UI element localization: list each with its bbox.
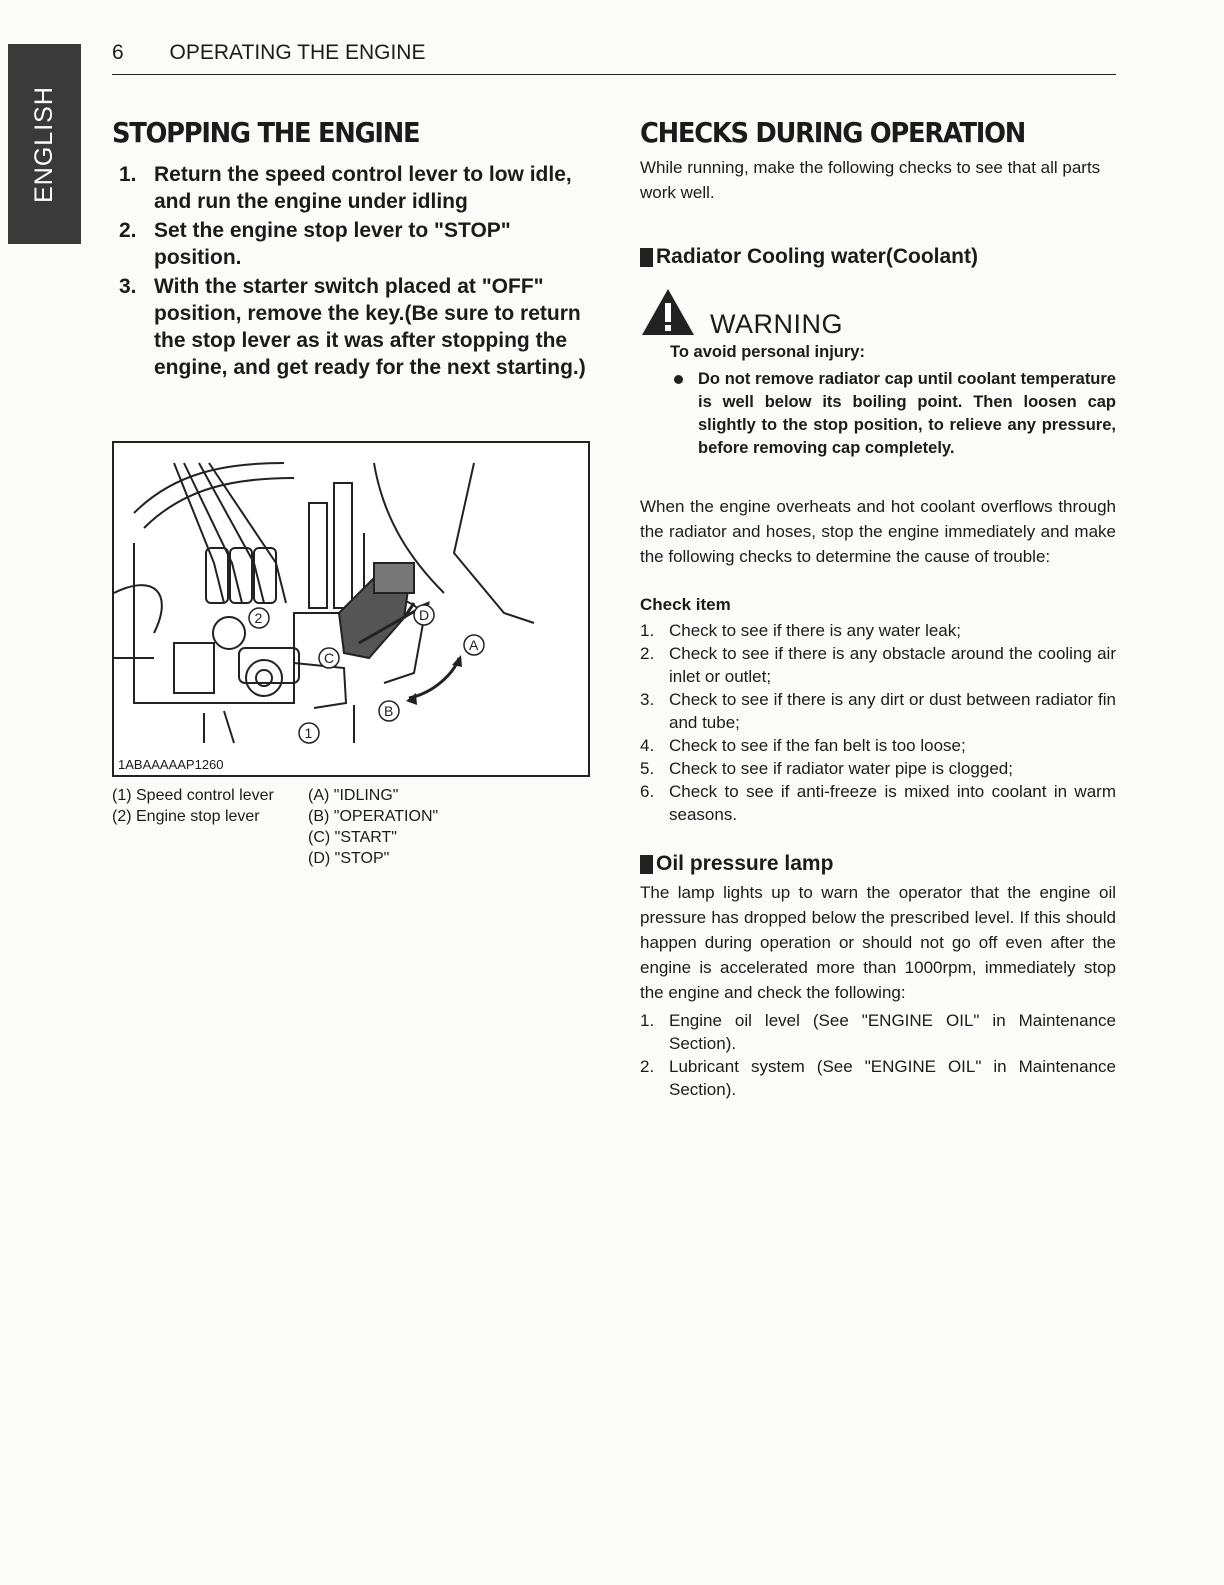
svg-text:D: D xyxy=(419,607,430,623)
engine-drawing xyxy=(114,443,588,775)
check-item: 2. Lubricant system (See "ENGINE OIL" in Maintenance Section). xyxy=(640,1057,1116,1099)
svg-text:2: 2 xyxy=(254,610,263,626)
legend-item: (D) "STOP" xyxy=(308,850,390,867)
page-number: 6 xyxy=(112,41,124,64)
language-tab[interactable] xyxy=(8,44,81,244)
check-item: 4. Check to see if the fan belt is too loose; xyxy=(640,736,966,755)
stopping-steps xyxy=(112,161,604,381)
check-list xyxy=(640,619,1116,826)
left-column xyxy=(112,116,604,869)
oil-check-list xyxy=(640,1009,1116,1101)
callout-c xyxy=(319,648,339,668)
right-column xyxy=(640,116,1116,1101)
figure-code: 1ABAAAAAP1260 xyxy=(118,757,224,772)
warning-title: WARNING xyxy=(710,309,843,339)
overheat-paragraph: When the engine overheats and hot coolant overflows through the radiator and hoses, stop the engine immediately and make the following checks to determine the cause of trouble: xyxy=(640,497,1116,566)
header-rule xyxy=(112,74,1116,75)
legend-item: (1) Speed control lever xyxy=(112,787,274,804)
callout-d xyxy=(414,605,434,625)
svg-text:B: B xyxy=(384,703,394,719)
square-bullet-icon xyxy=(640,855,653,874)
radiator-heading: Radiator Cooling water(Coolant) xyxy=(640,245,1116,269)
callout-2 xyxy=(249,608,269,628)
warning-box xyxy=(670,341,1116,460)
step-item: 2. Set the engine stop lever to "STOP" position. xyxy=(119,219,511,269)
section-title-stopping: STOPPING THE ENGINE xyxy=(112,116,420,149)
square-bullet-icon xyxy=(640,248,653,267)
legend-item: (B) "OPERATION" xyxy=(308,808,439,825)
oil-pressure-heading: Oil pressure lamp xyxy=(640,852,1116,876)
bullet-icon xyxy=(674,375,683,384)
check-item: 2. Check to see if there is any obstacle around the cooling air inlet or outlet; xyxy=(640,644,1116,686)
check-item-title: Check item xyxy=(640,595,731,614)
step-item: 1. Return the speed control lever to low idle, and run the engine under idling xyxy=(119,163,572,213)
figure-legend xyxy=(112,785,604,869)
warning-item: Do not remove radiator cap until coolant temperature is well below its boiling point. Then loosen cap slightly to the stop position, to relieve any pressure, before removing cap completely. xyxy=(670,368,1116,460)
warning-triangle-icon xyxy=(640,287,696,337)
warning-lead: To avoid personal injury: xyxy=(670,343,865,361)
check-item: 5. Check to see if radiator water pipe is clogged; xyxy=(640,759,1013,778)
warning-header xyxy=(640,287,1116,337)
check-item: 1. Engine oil level (See "ENGINE OIL" in Maintenance Section). xyxy=(640,1011,1116,1053)
svg-text:C: C xyxy=(324,650,335,666)
page-header xyxy=(112,41,425,65)
section-title-checks: CHECKS DURING OPERATION xyxy=(640,116,1025,149)
legend-item: (A) "IDLING" xyxy=(308,787,399,804)
chapter-title: OPERATING THE ENGINE xyxy=(169,41,426,64)
callout-b xyxy=(379,701,399,721)
svg-text:A: A xyxy=(469,637,479,653)
engine-lever-illustration xyxy=(112,441,590,777)
callout-a xyxy=(464,635,484,655)
oil-pressure-paragraph: The lamp lights up to warn the operator that the engine oil pressure has dropped below the prescribed level. If this should happen during operation or should not go off even after the engine is accelerated more than 1000rpm, immediately stop the engine and check the following: xyxy=(640,883,1116,1002)
step-item: 3. With the starter switch placed at "OFF" position, remove the key.(Be sure to return the stop lever as it was after stopping the engine, and get ready for the next starting.) xyxy=(119,275,586,379)
legend-item: (2) Engine stop lever xyxy=(112,808,260,825)
check-item: 6. Check to see if anti-freeze is mixed into coolant in warm seasons. xyxy=(640,782,1116,824)
legend-item: (C) "START" xyxy=(308,829,397,846)
check-item: 3. Check to see if there is any dirt or dust between radiator fin and tube; xyxy=(640,690,1116,732)
language-tab-label: ENGLISH xyxy=(30,85,59,203)
svg-text:1: 1 xyxy=(304,725,313,741)
checks-intro: While running, make the following checks to see that all parts work well. xyxy=(640,158,1101,202)
check-item: 1. Check to see if there is any water leak; xyxy=(640,621,961,640)
callout-1 xyxy=(299,723,319,743)
